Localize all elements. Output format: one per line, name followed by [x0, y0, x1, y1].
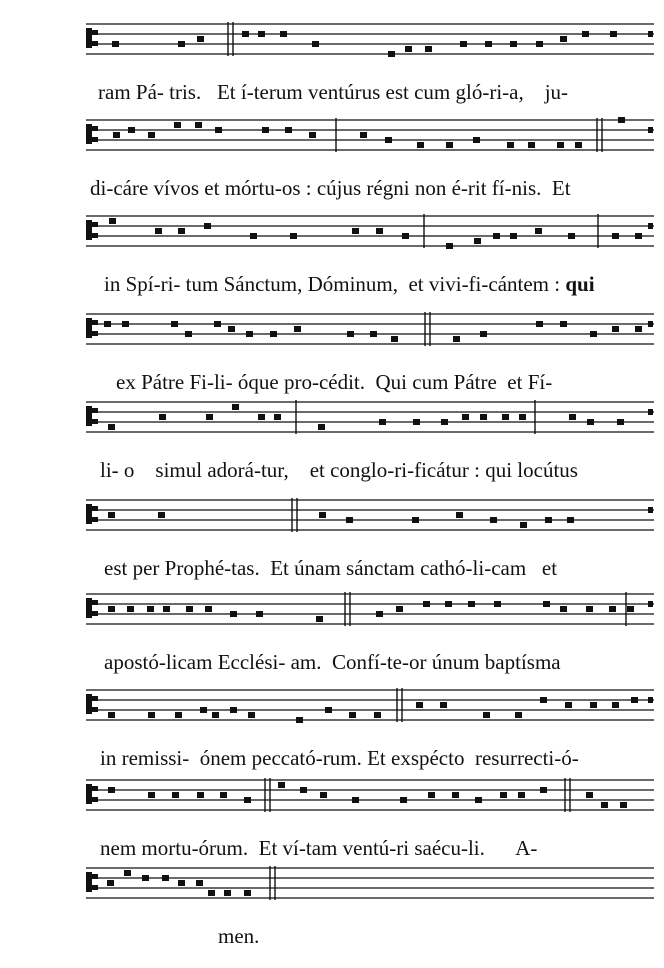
- neume-note: [290, 233, 297, 239]
- neume-note: [586, 792, 593, 798]
- neume-note: [557, 142, 564, 148]
- c-clef-icon: [86, 694, 98, 714]
- neume-note: [113, 132, 120, 138]
- neume-note: [528, 142, 535, 148]
- neume-note: [590, 331, 597, 337]
- staff: [0, 490, 664, 552]
- lyric-line: [100, 746, 579, 771]
- neume-note: [108, 712, 115, 718]
- neume-note: [294, 326, 301, 332]
- neume-note: [468, 601, 475, 607]
- staff: [0, 770, 664, 832]
- neume-note: [456, 512, 463, 518]
- neume-note: [416, 702, 423, 708]
- neume-note: [242, 31, 249, 37]
- neume-note: [635, 326, 642, 332]
- neume-note: [568, 233, 575, 239]
- neume-note: [163, 606, 170, 612]
- neume-note: [148, 132, 155, 138]
- neume-note: [518, 792, 525, 798]
- neume-note: [208, 890, 215, 896]
- c-clef-icon: [86, 504, 98, 524]
- c-clef-icon: [86, 318, 98, 338]
- neume-note: [582, 31, 589, 37]
- neume-note: [376, 611, 383, 617]
- neume-note: [446, 243, 453, 249]
- neume-note: [108, 606, 115, 612]
- neume-note: [124, 870, 131, 876]
- neume-note: [601, 802, 608, 808]
- neume-note: [480, 414, 487, 420]
- neume-note: [510, 233, 517, 239]
- neume-note: [347, 331, 354, 337]
- neume-note: [360, 132, 367, 138]
- neume-note: [244, 890, 251, 896]
- c-clef-icon: [86, 872, 98, 892]
- neume-note: [155, 228, 162, 234]
- neume-note: [122, 321, 129, 327]
- neume-note: [500, 792, 507, 798]
- neume-note: [196, 880, 203, 886]
- neume-note: [445, 601, 452, 607]
- custos-mark: [648, 223, 653, 229]
- c-clef-icon: [86, 220, 98, 240]
- neume-note: [197, 792, 204, 798]
- staff: [0, 858, 664, 920]
- neume-note: [108, 424, 115, 430]
- neume-note: [174, 122, 181, 128]
- neume-note: [473, 137, 480, 143]
- neume-note: [510, 41, 517, 47]
- neume-note: [309, 132, 316, 138]
- neume-note: [635, 233, 642, 239]
- neume-note: [127, 606, 134, 612]
- neume-note: [318, 424, 325, 430]
- neume-note: [104, 321, 111, 327]
- neume-note: [320, 792, 327, 798]
- neume-note: [148, 712, 155, 718]
- neume-note: [325, 707, 332, 713]
- neume-note: [587, 419, 594, 425]
- neume-note: [220, 792, 227, 798]
- neume-note: [316, 616, 323, 622]
- neume-note: [413, 419, 420, 425]
- neume-note: [475, 797, 482, 803]
- lyric-text: ram Pá- tris. Et í-terum ventúrus est cum gló-ri-a, ju-: [98, 80, 569, 104]
- chant-system-5: [0, 392, 664, 502]
- neume-note: [423, 601, 430, 607]
- neume-note: [197, 36, 204, 42]
- chant-system-7: [0, 584, 664, 694]
- c-clef-icon: [86, 406, 98, 426]
- neume-note: [590, 702, 597, 708]
- neume-note: [349, 712, 356, 718]
- neume-note: [178, 880, 185, 886]
- neume-note: [627, 606, 634, 612]
- neume-note: [178, 41, 185, 47]
- neume-note: [346, 517, 353, 523]
- lyric-text: est per Prophé-tas. Et únam sánctam cathó-li-cam et: [104, 556, 558, 580]
- neume-note: [425, 46, 432, 52]
- lyric-text: apostó-licam Ecclési- am. Confí-te-or únum baptísma: [104, 650, 561, 674]
- lyric-line: [100, 458, 578, 483]
- neume-note: [586, 606, 593, 612]
- neume-note: [536, 41, 543, 47]
- neume-note: [186, 606, 193, 612]
- c-clef-icon: [86, 124, 98, 144]
- neume-note: [158, 512, 165, 518]
- neume-note: [108, 787, 115, 793]
- neume-note: [204, 223, 211, 229]
- neume-note: [175, 712, 182, 718]
- neume-note: [148, 792, 155, 798]
- neume-note: [560, 606, 567, 612]
- custos-mark: [648, 507, 653, 513]
- neume-note: [195, 122, 202, 128]
- neume-note: [440, 702, 447, 708]
- lyric-text: li- o simul adorá-tur, et conglo-ri-ficátur : qui locútus: [100, 458, 578, 482]
- neume-note: [631, 697, 638, 703]
- chant-system-1: [0, 14, 664, 124]
- neume-note: [206, 414, 213, 420]
- neume-note: [296, 717, 303, 723]
- neume-note: [228, 326, 235, 332]
- lyric-line: [218, 924, 259, 949]
- neume-note: [490, 517, 497, 523]
- neume-note: [483, 712, 490, 718]
- c-clef-icon: [86, 598, 98, 618]
- neume-note: [230, 611, 237, 617]
- neume-note: [147, 606, 154, 612]
- neume-note: [540, 697, 547, 703]
- neume-note: [215, 127, 222, 133]
- neume-note: [250, 233, 257, 239]
- neume-note: [446, 142, 453, 148]
- neume-note: [278, 782, 285, 788]
- neume-note: [109, 218, 116, 224]
- neume-note: [232, 404, 239, 410]
- neume-note: [412, 517, 419, 523]
- neume-note: [535, 228, 542, 234]
- neume-note: [617, 419, 624, 425]
- neume-note: [224, 890, 231, 896]
- neume-note: [280, 31, 287, 37]
- lyric-text: men.: [218, 924, 260, 948]
- chant-system-2: [0, 110, 664, 220]
- neume-note: [388, 51, 395, 57]
- neume-note: [612, 233, 619, 239]
- neume-note: [540, 787, 547, 793]
- lyric-text: di-cáre vívos et mórtu-os : cújus régni non é-rit fí-nis. Et: [90, 176, 571, 200]
- neume-note: [112, 41, 119, 47]
- chant-system-3: [0, 206, 664, 316]
- custos-mark: [648, 321, 653, 327]
- neume-note: [205, 606, 212, 612]
- neume-note: [453, 336, 460, 342]
- neume-note: [285, 127, 292, 133]
- neume-note: [494, 601, 501, 607]
- neume-note: [515, 712, 522, 718]
- neume-note: [400, 797, 407, 803]
- lyric-line: [104, 650, 561, 675]
- staff: [0, 304, 664, 366]
- neume-note: [385, 137, 392, 143]
- neume-note: [376, 228, 383, 234]
- neume-note: [108, 512, 115, 518]
- neume-note: [405, 46, 412, 52]
- staff: [0, 14, 664, 76]
- neume-note: [618, 117, 625, 123]
- lyric-bold-text: qui: [565, 272, 595, 296]
- neume-note: [256, 611, 263, 617]
- neume-note: [244, 797, 251, 803]
- neume-note: [246, 331, 253, 337]
- neume-note: [258, 414, 265, 420]
- neume-note: [159, 414, 166, 420]
- neume-note: [502, 414, 509, 420]
- neume-note: [452, 792, 459, 798]
- neume-note: [567, 517, 574, 523]
- neume-note: [312, 41, 319, 47]
- neume-note: [200, 707, 207, 713]
- neume-note: [162, 875, 169, 881]
- neume-note: [214, 321, 221, 327]
- neume-note: [391, 336, 398, 342]
- lyric-line: [98, 80, 568, 105]
- neume-note: [612, 326, 619, 332]
- staff: [0, 392, 664, 454]
- neume-note: [569, 414, 576, 420]
- neume-note: [370, 331, 377, 337]
- staff: [0, 680, 664, 742]
- neume-note: [565, 702, 572, 708]
- neume-note: [171, 321, 178, 327]
- neume-note: [417, 142, 424, 148]
- neume-note: [560, 321, 567, 327]
- neume-note: [610, 31, 617, 37]
- neume-note: [107, 880, 114, 886]
- neume-note: [519, 414, 526, 420]
- c-clef-icon: [86, 28, 98, 48]
- neume-note: [620, 802, 627, 808]
- neume-note: [520, 522, 527, 528]
- neume-note: [352, 797, 359, 803]
- neume-note: [374, 712, 381, 718]
- neume-note: [128, 127, 135, 133]
- custos-mark: [648, 697, 653, 703]
- neume-note: [212, 712, 219, 718]
- neume-note: [474, 238, 481, 244]
- lyric-line: [90, 176, 571, 201]
- neume-note: [270, 331, 277, 337]
- neume-note: [545, 517, 552, 523]
- neume-note: [185, 331, 192, 337]
- neume-note: [536, 321, 543, 327]
- neume-note: [462, 414, 469, 420]
- neume-note: [493, 233, 500, 239]
- neume-note: [352, 228, 359, 234]
- staff: [0, 584, 664, 646]
- lyric-text: in Spí-ri- tum Sánctum, Dóminum, et vivi-fi-cántem :: [104, 272, 561, 296]
- neume-note: [319, 512, 326, 518]
- neume-note: [402, 233, 409, 239]
- neume-note: [543, 601, 550, 607]
- neume-note: [428, 792, 435, 798]
- lyric-line: [104, 272, 595, 297]
- lyric-text: ex Pátre Fi-li- óque pro-cédit. Qui cum Pátre et Fí-: [116, 370, 553, 394]
- staff: [0, 206, 664, 268]
- neume-note: [274, 414, 281, 420]
- neume-note: [142, 875, 149, 881]
- c-clef-icon: [86, 784, 98, 804]
- neume-note: [575, 142, 582, 148]
- custos-mark: [648, 601, 653, 607]
- neume-note: [262, 127, 269, 133]
- lyric-text: in remissi- ónem peccató-rum. Et exspécto resurrecti-ó-: [100, 746, 579, 770]
- custos-mark: [648, 31, 653, 37]
- chant-system-10: [0, 858, 664, 968]
- custos-mark: [648, 127, 653, 133]
- lyric-text: nem mortu-órum. Et ví-tam ventú-ri saécu-li. A-: [100, 836, 538, 860]
- neume-note: [178, 228, 185, 234]
- neume-note: [609, 606, 616, 612]
- neume-note: [396, 606, 403, 612]
- neume-note: [258, 31, 265, 37]
- staff: [0, 110, 664, 172]
- neume-note: [379, 419, 386, 425]
- neume-note: [612, 702, 619, 708]
- neume-note: [248, 712, 255, 718]
- neume-note: [172, 792, 179, 798]
- neume-note: [480, 331, 487, 337]
- neume-note: [441, 419, 448, 425]
- neume-note: [230, 707, 237, 713]
- neume-note: [485, 41, 492, 47]
- custos-mark: [648, 409, 653, 415]
- neume-note: [560, 36, 567, 42]
- neume-note: [460, 41, 467, 47]
- lyric-line: [104, 556, 557, 581]
- neume-note: [300, 787, 307, 793]
- neume-note: [507, 142, 514, 148]
